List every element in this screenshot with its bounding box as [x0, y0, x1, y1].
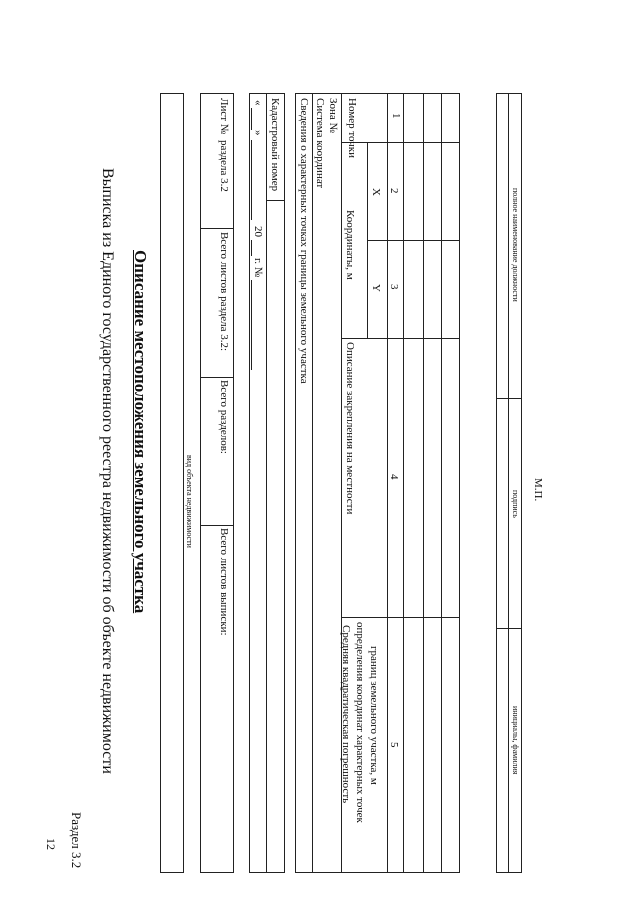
- points-header: Сведения о характерных точках границы земельного участка: [298, 98, 310, 384]
- sheet-no-label: Лист №: [218, 98, 230, 135]
- col-x-header: X: [370, 188, 382, 196]
- col-desc-header: Описание закрепления на местности: [344, 342, 356, 515]
- coord-system-label: Система координат: [314, 98, 326, 189]
- col-number-1: 1: [390, 113, 402, 119]
- stamp-mark: М.П.: [532, 478, 544, 502]
- name-caption: инициалы, фамилия: [511, 706, 520, 775]
- col-number-4: 4: [388, 474, 400, 480]
- sheet-counters-row: [200, 93, 234, 873]
- document-title: Выписка из Единого государственного реестра недвижимости об объекте недвижимости: [99, 168, 116, 774]
- col-error-header-line2: определения координат характерных точек: [354, 622, 366, 823]
- cadastral-label: Кадастровый номер: [269, 98, 281, 192]
- col-error-header-line3: границ земельного участка, м: [368, 646, 380, 785]
- page-number: 12: [44, 838, 58, 850]
- signature-caption: подпись: [511, 490, 520, 518]
- col-y-header: Y: [370, 284, 382, 292]
- col-coords-header: Координаты, м: [344, 210, 356, 280]
- object-type-box: [160, 93, 184, 873]
- col-number-2: 2: [388, 188, 400, 194]
- document-subtitle: Описание местоположения земельного участка: [131, 250, 150, 614]
- year-prefix: 20: [252, 226, 264, 237]
- position-caption: полное наименование должности: [511, 188, 520, 302]
- section-sheet-label: раздела 3.2: [218, 140, 230, 192]
- total-section-sheets-label: Всего листов раздела 3.2:: [218, 232, 230, 352]
- table-row: [441, 93, 442, 873]
- total-extract-sheets-label: Всего листов выписки:: [218, 528, 230, 636]
- section-marker: Раздел 3.2: [69, 812, 84, 869]
- object-type-caption: вид объекта недвижимости: [185, 455, 194, 548]
- col-point-header: Номер точки: [346, 98, 358, 158]
- total-sections-label: Всего разделов:: [218, 380, 230, 454]
- col-number-3: 3: [388, 284, 400, 290]
- zone-label: Зона №: [327, 98, 339, 134]
- year-suffix: г. №: [252, 258, 264, 278]
- col-number-5: 5: [388, 742, 400, 748]
- col-error-header-line1: Средняя квадратическая погрешность: [340, 625, 352, 804]
- date-close-quote: »: [252, 130, 264, 136]
- date-open-quote: «: [252, 100, 264, 106]
- table-row: [423, 93, 424, 873]
- date-cadastral-box: [249, 93, 285, 873]
